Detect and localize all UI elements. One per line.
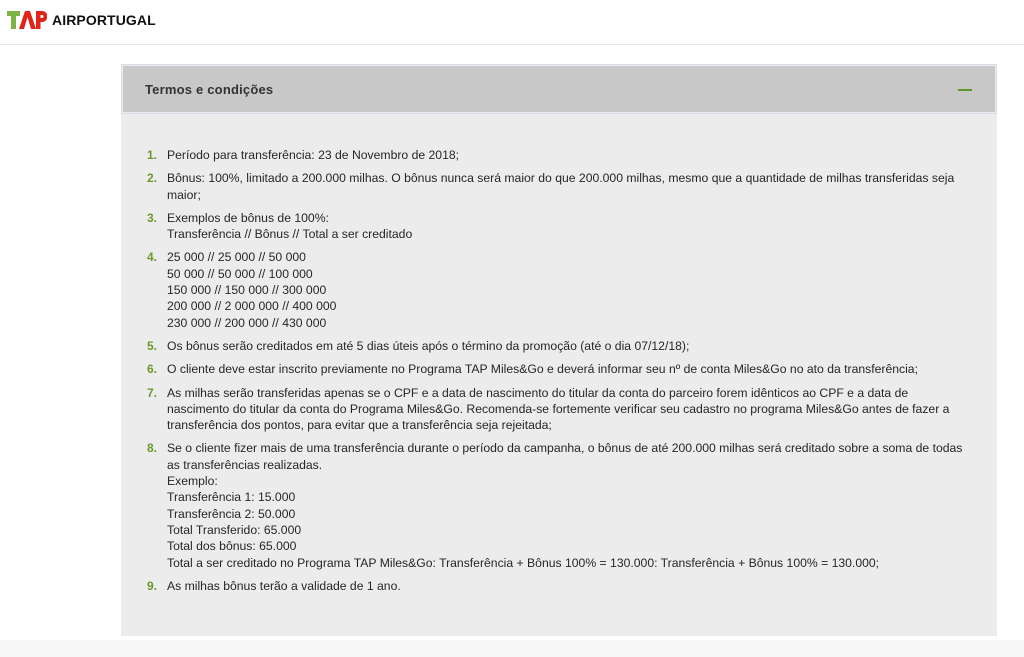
item-text-line: Bônus: 100%, limitado a 200.000 milhas. O bônus nunca será maior do que 200.000 milhas, mesmo que a quantidade de milhas transferidas seja [167,171,955,186]
item-text-line: 25 000 // 25 000 // 50 000 [167,250,306,265]
item-number: 9. [147,578,158,593]
terms-list-item [147,338,977,354]
item-text-line: Transferência // Bônus // Total a ser creditado [167,227,413,242]
item-text-line: Os bônus serão creditados em até 5 dias úteis após o término da promoção (até o dia 07/12/18); [167,338,690,353]
item-text-line: As milhas bônus terão a validade de 1 ano. [167,578,401,593]
item-text-line: O cliente deve estar inscrito previamente no Programa TAP Miles&Go e deverá informar seu nº de conta Miles&Go no ato da transferência; [167,362,918,377]
item-text-line: Se o cliente fizer mais de uma transferência durante o período da campanha, o bônus de até 200.000 milhas será creditado sobre a soma de todas [167,441,963,456]
item-text-line: Exemplos de bônus de 100%: [167,210,329,225]
item-text-line: Total Transferido: 65.000 [167,522,302,537]
tap-logo[interactable] [7,8,156,32]
terms-list [147,147,977,601]
item-text-line: as transferências realizadas. [167,457,323,472]
terms-list-item [147,249,977,330]
item-text-line: Exemplo: [167,474,218,489]
terms-panel-title: Termos e condições [145,82,274,97]
item-text-line: transferência dos pontos, para evitar que a transferência seja rejeitada; [167,418,552,433]
item-text-line: Transferência 1: 15.000 [167,490,296,505]
item-number: 4. [147,250,158,265]
terms-list-item [147,170,977,203]
brand-name: AIRPORTUGAL [52,12,156,28]
minus-icon [958,89,972,91]
item-text-line: Período para transferência: 23 de Novembro de 2018; [167,148,460,162]
item-text-line: nascimento do titular da conta do Programa Miles&Go. Recomenda-se fortemente verificar seu cadastro no programa Miles&Go antes de fazer a [167,401,950,416]
item-text-line: Transferência 2: 50.000 [167,506,296,521]
terms-list-item [147,210,977,243]
terms-list-item [147,440,977,570]
item-text-line: 200 000 // 2 000 000 // 400 000 [167,299,337,314]
item-number: 2. [147,171,158,186]
item-number: 6. [147,362,158,377]
tap-logo-icon [7,9,47,31]
item-text-line: As milhas serão transferidas apenas se o CPF e a data de nascimento do titular da conta do parceiro forem idênticos ao CPF e a data de [167,385,909,400]
terms-list-item [147,147,977,163]
item-number: 5. [147,338,158,353]
page-footer-strip [0,640,1024,657]
item-text-line: 150 000 // 150 000 // 300 000 [167,283,327,298]
item-number: 8. [147,441,158,456]
item-text-line: 50 000 // 50 000 // 100 000 [167,266,313,281]
terms-panel-header[interactable] [121,64,997,114]
terms-list-item [147,578,977,594]
item-number: 3. [147,210,158,225]
terms-panel [121,64,997,636]
item-text-line: 230 000 // 200 000 // 430 000 [167,315,327,330]
terms-list-item [147,385,977,434]
terms-list-item [147,361,977,377]
item-text-line: maior; [167,187,201,202]
item-text-line: Total dos bônus: 65.000 [167,539,297,554]
top-bar [0,0,1024,45]
item-number: 7. [147,385,158,400]
collapse-button[interactable] [958,79,974,99]
item-text-line: Total a ser creditado no Programa TAP Miles&Go: Transferência + Bônus 100% = 130.000: Transferência + Bônus 100% = 130.000; [167,555,880,570]
item-number: 1. [147,148,158,162]
